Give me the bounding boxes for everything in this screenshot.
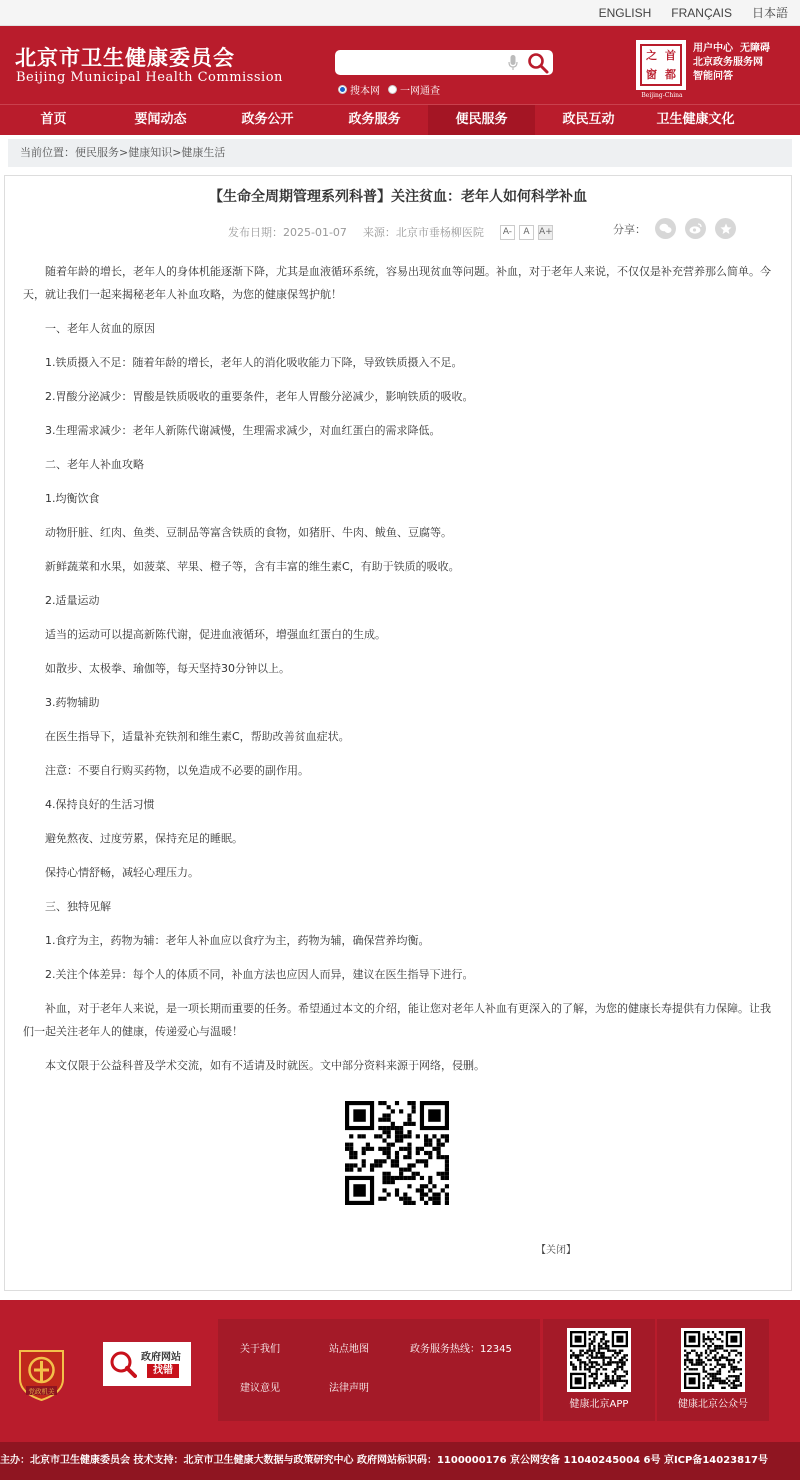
gov-site-action: 找错	[147, 1364, 179, 1378]
seal-caption: Beijing-China	[641, 92, 683, 99]
seal-char: 都	[665, 68, 676, 81]
paragraph: 1.食疗为主，药物为辅：老年人补血应以食疗为主，药物为辅，确保营养均衡。	[45, 934, 430, 947]
wechat-qr-code	[684, 1331, 742, 1389]
nav-item-public-service[interactable]: 便民服务	[428, 105, 535, 135]
paragraph: 1.铁质摄入不足：随着年龄的增长，老年人的消化吸收能力下降，导致铁质摄入不足。	[45, 356, 463, 369]
favorite-share-icon[interactable]	[715, 218, 736, 239]
nav-item-news[interactable]: 要闻动态	[134, 112, 187, 127]
nav-item-health-culture[interactable]: 卫生健康文化	[656, 112, 735, 127]
app-qr-caption: 健康北京APP	[569, 1399, 629, 1410]
party-gov-emblem-icon[interactable]	[18, 1345, 65, 1401]
paragraph: 随着年龄的增长，老年人的身体机能逐渐下降，尤其是血液循环系统，容易出现贫血等问题。补血，对于老年人来说，不仅仅是补充营养那么简单。今天，就让我们一起来揭秘老年人补血攻略，为您的健康保驾护航！	[23, 265, 771, 301]
paragraph: 1.均衡饮食	[45, 492, 100, 505]
microphone-icon[interactable]	[508, 55, 518, 71]
nav-item-gov-service[interactable]: 政务服务	[348, 112, 401, 127]
site-logo-subtitle: Beijing Municipal Health Commission	[16, 70, 283, 85]
breadcrumb: 当前位置：便民服务>健康知识>健康生活	[8, 139, 792, 167]
wechat-share-icon[interactable]	[655, 218, 676, 239]
lang-english-link[interactable]: ENGLISH	[598, 5, 652, 20]
paragraph: 2.适量运动	[45, 594, 100, 607]
magnifier-icon	[109, 1350, 137, 1378]
paragraph: 4.保持良好的生活习惯	[45, 798, 155, 811]
paragraph: 2.关注个体差异：每个人的体质不同，补血方法也应因人而异，建议在医生指导下进行。	[45, 968, 474, 981]
seal-char: 首	[665, 49, 676, 62]
paragraph: 动物肝脏、红肉、鱼类、豆制品等富含铁质的食物，如猪肝、牛肉、鲅鱼、豆腐等。	[45, 526, 452, 539]
footer-link-feedback[interactable]: 建议意见	[240, 1383, 280, 1394]
search-input[interactable]	[335, 50, 553, 75]
lang-japanese-link[interactable]: 日本語	[751, 6, 788, 20]
footer-link-about[interactable]: 关于我们	[240, 1344, 280, 1355]
app-qr-box	[543, 1319, 655, 1421]
paragraph: 二、老年人补血攻略	[45, 458, 144, 471]
seal-char: 之	[646, 49, 657, 62]
search-scope-label-all: 一网通查	[400, 86, 440, 97]
search-icon[interactable]	[526, 51, 550, 75]
language-bar	[0, 0, 800, 26]
main-nav	[0, 104, 800, 135]
app-qr-code	[570, 1331, 628, 1389]
footer-links	[218, 1319, 540, 1421]
paragraph: 3.药物辅助	[45, 696, 100, 709]
font-decrease-button[interactable]: A-	[500, 225, 515, 240]
gov-site-title: 政府网站	[141, 1352, 181, 1363]
article-body	[23, 260, 775, 1088]
paragraph: 三、独特见解	[45, 900, 111, 913]
article-card	[4, 175, 792, 1291]
nav-item-interaction[interactable]: 政民互动	[562, 112, 615, 127]
wechat-qr-caption: 健康北京公众号	[678, 1399, 748, 1410]
paragraph: 避免熬夜、过度劳累，保持充足的睡眠。	[45, 832, 243, 845]
nav-item-gov-info[interactable]: 政务公开	[241, 112, 294, 127]
lang-french-link[interactable]: FRANÇAIS	[671, 5, 732, 20]
capital-window-logo[interactable]	[636, 40, 686, 90]
site-header	[0, 26, 800, 104]
paragraph: 本文仅限于公益科普及学术交流，如有不适请及时就医。文中部分资料来源于网络，侵删。	[45, 1059, 485, 1072]
close-link[interactable]: 【关闭】	[536, 1245, 576, 1256]
search-scope-radio-all[interactable]	[388, 85, 397, 94]
weibo-share-icon[interactable]	[685, 218, 706, 239]
search-scope-options	[338, 82, 448, 97]
article-title: 【生命全周期管理系列科普】关注贫血：老年人如何科学补血	[209, 189, 587, 205]
font-increase-button[interactable]: A+	[538, 225, 553, 240]
gov-site-error-report-button[interactable]	[103, 1342, 191, 1386]
header-links	[693, 42, 770, 84]
font-default-button[interactable]: A	[519, 225, 534, 240]
paragraph: 一、老年人贫血的原因	[45, 322, 155, 335]
footer-copyright-bar: 主办：北京市卫生健康委员会 技术支持：北京市卫生健康大数据与政策研究中心 政府网站标识码：1100000176 京公网安备 11040245004 6号 京ICP备14023817号	[0, 1442, 800, 1480]
footer-link-sitemap[interactable]: 站点地图	[329, 1344, 369, 1355]
smart-qa-link[interactable]: 智能问答	[693, 71, 733, 82]
footer-hotline: 政务服务热线：12345	[410, 1344, 512, 1355]
site-footer	[0, 1300, 800, 1442]
article-qr-code	[345, 1101, 449, 1205]
user-center-link[interactable]: 用户中心	[693, 43, 733, 54]
paragraph: 在医生指导下，适量补充铁剂和维生素C，帮助改善贫血症状。	[45, 730, 350, 743]
wechat-qr-box	[657, 1319, 769, 1421]
seal-char: 窗	[646, 68, 657, 81]
article-meta	[228, 224, 557, 240]
paragraph: 如散步、太极拳、瑜伽等，每天坚持30分钟以上。	[45, 662, 290, 675]
paragraph: 适当的运动可以提高新陈代谢，促进血液循环，增强血红蛋白的生成。	[45, 628, 386, 641]
site-logo-title[interactable]: 北京市卫生健康委员会	[15, 46, 235, 70]
share-bar	[613, 218, 736, 239]
paragraph: 新鲜蔬菜和水果，如菠菜、苹果、橙子等，含有丰富的维生素C，有助于铁质的吸收。	[45, 560, 460, 573]
accessibility-link[interactable]: 无障碍	[739, 43, 770, 54]
paragraph: 3.生理需求减少：老年人新陈代谢减慢，生理需求减少，对血红蛋白的需求降低。	[45, 424, 441, 437]
footer-link-legal[interactable]: 法律声明	[329, 1383, 369, 1394]
search-scope-radio-site[interactable]	[338, 85, 347, 94]
paragraph: 注意：不要自行购买药物，以免造成不必要的副作用。	[45, 764, 309, 777]
publish-date: 发布日期：2025-01-07	[228, 226, 347, 239]
emblem-text: 党政机关	[28, 1387, 55, 1396]
paragraph: 保持心情舒畅，减轻心理压力。	[45, 866, 199, 879]
paragraph: 2.胃酸分泌减少：胃酸是铁质吸收的重要条件，老年人胃酸分泌减少，影响铁质的吸收。	[45, 390, 474, 403]
nav-item-home[interactable]: 首页	[40, 112, 67, 127]
article-source: 来源：北京市垂杨柳医院	[362, 226, 484, 239]
paragraph: 补血，对于老年人来说，是一项长期而重要的任务。希望通过本文的介绍，能让您对老年人补血有更深入的了解，为您的健康长寿提供有力保障。让我们一起关注老年人的健康，传递爱心与温暖！	[23, 1002, 771, 1038]
share-label: 分享：	[613, 222, 646, 236]
search-scope-label-site: 搜本网	[350, 86, 380, 97]
gov-service-link[interactable]: 北京政务服务网	[693, 57, 763, 68]
